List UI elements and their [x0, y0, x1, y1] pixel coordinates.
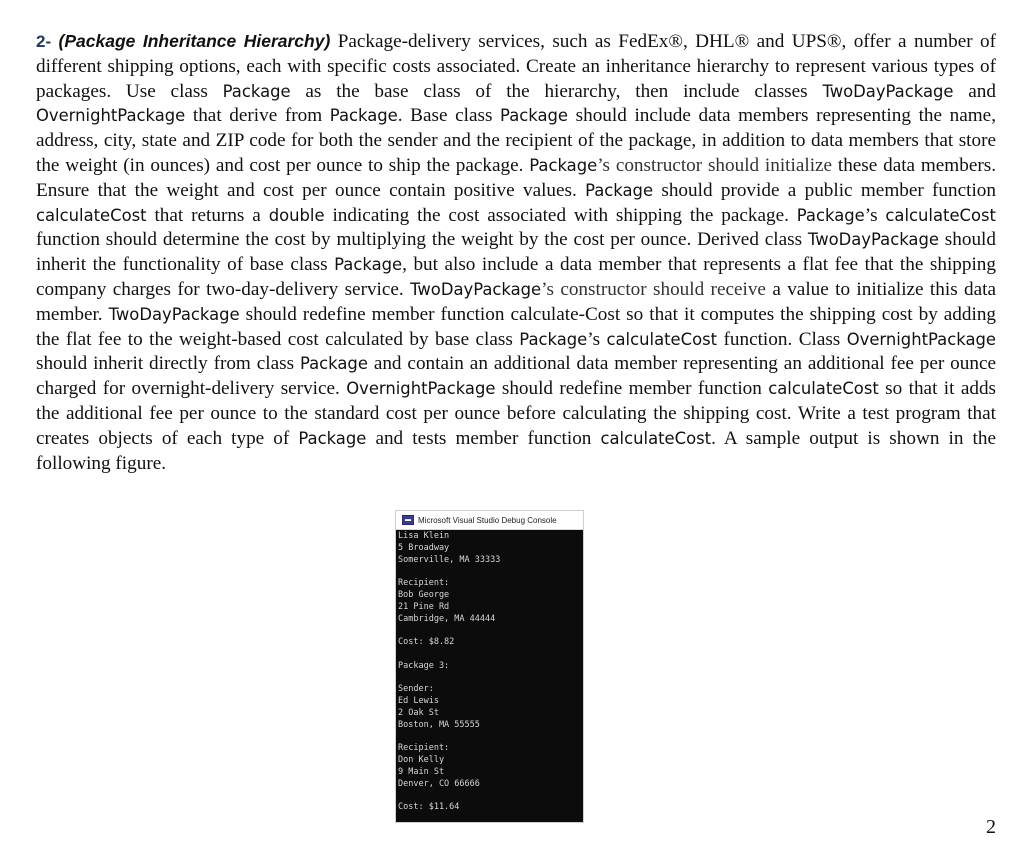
- console-line: Denver, CO 66666: [398, 778, 480, 789]
- code-term: calculateCost: [600, 428, 712, 448]
- console-line: Bob George: [398, 589, 450, 600]
- console-line: Package 3:: [398, 660, 450, 671]
- text-run: Package-delivery services, such as FedEx®, DHL® and UPS®, offer a number of different shipping options, each with specific costs associated. Create an inheritance hierarchy to represent various types of packages. Use class: [36, 31, 997, 102]
- code-term: double: [268, 205, 325, 225]
- code-term: Package: [299, 354, 368, 374]
- console-line: [398, 649, 583, 661]
- text-run: that returns a: [146, 204, 269, 226]
- text-run: function should determine the cost by multiplying the weight by the cost per ounce. Derived class: [36, 229, 808, 251]
- text-run: and: [953, 80, 996, 102]
- text-run: should inherit directly from class: [36, 353, 300, 375]
- page-number: 2: [986, 816, 996, 838]
- console-line: 2 Oak St: [398, 707, 439, 718]
- text-run: and contain an additional data member representing an additional fee per ounce charged for overnight-delivery service.: [36, 353, 996, 400]
- code-term: Package: [519, 329, 588, 349]
- code-term: TwoDayPackage: [410, 279, 542, 299]
- text-run: so that it adds the additional fee per ounce to the standard cost per ounce before calculating the shipping cost. Write a test program that creates objects of each type of: [36, 378, 997, 449]
- code-term: Package: [500, 106, 568, 126]
- console-icon: ▬: [402, 515, 414, 525]
- problem-paragraph: [36, 29, 996, 476]
- code-term: calculateCost: [36, 205, 147, 225]
- console-output: [396, 530, 583, 814]
- text-run: , but also include a data member that represents a flat fee that the shipping company charges for two-day-delivery service.: [36, 254, 996, 300]
- text-run: ’s: [587, 328, 607, 350]
- code-term: calculateCost: [768, 379, 879, 399]
- console-line: Cambridge, MA 44444: [398, 613, 496, 624]
- console-line: Ed Lewis: [398, 696, 439, 707]
- text-run: ’s: [864, 204, 886, 226]
- text-run: should inherit the functionality of base class: [36, 229, 996, 276]
- console-line: [398, 625, 583, 637]
- console-line: Lisa Klein: [398, 531, 450, 541]
- text-run: should include data members representing the name, address, city, state and ZIP code for both the sender and the recipient of the package, in addition to data members that store the weight (in ounces) and cost per ounce to ship the package.: [36, 105, 996, 176]
- code-term: Package: [585, 180, 654, 200]
- code-term: calculateCost: [885, 205, 996, 225]
- text-run: should redefine member function: [495, 378, 769, 400]
- code-term: OvernightPackage: [346, 379, 496, 399]
- problem-body: [36, 31, 996, 474]
- problem-number: 2-: [36, 32, 52, 51]
- console-line: Don Kelly: [398, 755, 445, 766]
- code-term: TwoDayPackage: [108, 304, 240, 324]
- code-term: OvernightPackage: [36, 106, 186, 126]
- code-term: Package: [334, 255, 403, 275]
- console-line: [398, 566, 583, 578]
- text-run: ’s constructor should receive: [541, 278, 766, 300]
- code-term: calculateCost: [606, 329, 718, 349]
- console-window: [395, 510, 584, 823]
- console-line: [398, 673, 583, 685]
- text-run: a value to initialize this data member.: [36, 278, 996, 325]
- console-line: Boston, MA 55555: [398, 719, 480, 730]
- console-line: 5 Broadway: [398, 542, 450, 553]
- code-term: Package: [298, 428, 367, 448]
- problem-title: (Package Inheritance Hierarchy): [58, 31, 331, 51]
- text-run: should provide a public member function: [653, 179, 996, 201]
- code-term: Package: [796, 205, 865, 225]
- text-run: that derive from: [185, 105, 330, 127]
- code-term: Package: [529, 155, 598, 175]
- console-line: Sender:: [398, 684, 434, 695]
- code-term: TwoDayPackage: [822, 81, 954, 101]
- console-line: [398, 732, 583, 744]
- console-titlebar: [396, 511, 583, 530]
- console-line: Cost: $11.64: [398, 802, 460, 813]
- code-term: Package: [222, 81, 291, 101]
- console-line: 21 Pine Rd: [398, 601, 450, 612]
- text-run: . Base class: [397, 105, 501, 127]
- console-line: Recipient:: [398, 578, 450, 589]
- console-line: 9 Main St: [398, 766, 445, 777]
- console-line: Somerville, MA 33333: [398, 554, 501, 565]
- console-title: Microsoft Visual Studio Debug Console: [418, 515, 557, 525]
- text-run: these data members. Ensure that the weight and cost per ounce contain positive values.: [36, 154, 996, 201]
- console-line: Recipient:: [398, 743, 450, 754]
- text-run: as the base class of the hierarchy, then include classes: [290, 80, 823, 102]
- code-term: OvernightPackage: [846, 329, 996, 349]
- text-run: indicating the cost associated with shipping the package.: [324, 204, 797, 226]
- console-line: [398, 791, 583, 803]
- text-run: and tests member function: [366, 427, 601, 449]
- text-run: should redefine member function calculate-Cost so that it computes the shipping cost by adding the flat fee to the weight-based cost calculated by base class: [36, 303, 997, 350]
- text-run: function. Class: [717, 328, 847, 350]
- code-term: Package: [329, 106, 398, 126]
- text-run: ’s constructor should initialize: [597, 154, 833, 176]
- code-term: TwoDayPackage: [807, 230, 939, 250]
- text-run: . A sample output is shown in the following figure.: [36, 427, 996, 474]
- console-line: Cost: $8.82: [398, 637, 455, 648]
